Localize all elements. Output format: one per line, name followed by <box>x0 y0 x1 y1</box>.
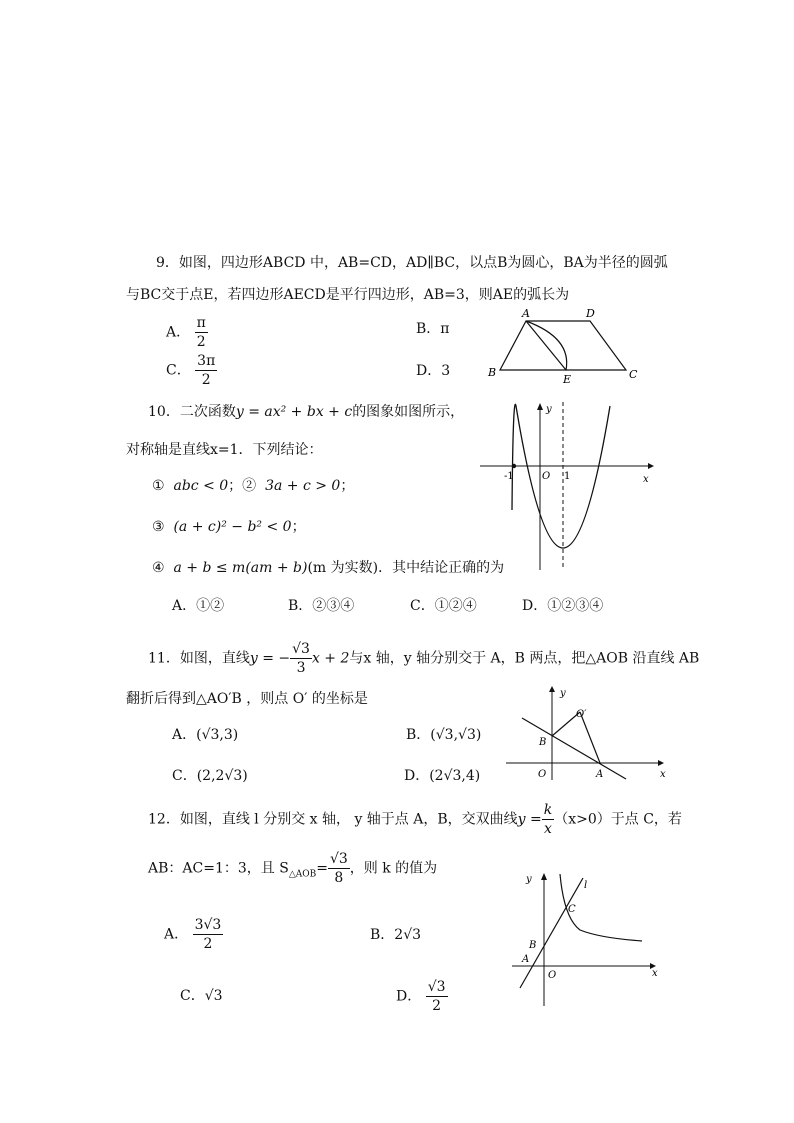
q12-y-arrow <box>541 873 547 880</box>
q12-label-a: A <box>522 954 530 965</box>
q10-x-arrow <box>648 463 654 469</box>
q12-label-o: O <box>548 970 557 981</box>
q9-segment-ae <box>526 321 566 370</box>
q12-option-a: A． $\frac{3√3}{2}$ <box>164 917 222 952</box>
q10-label-x: x <box>643 474 649 485</box>
q12-label-x: x <box>652 968 658 979</box>
q10-line2: 对称轴是直线x=1．下列结论： <box>126 442 323 458</box>
q9-option-a: A． $\frac{\pi}{2}$ <box>166 315 206 350</box>
q9-line2: 与BC交于点E，若四边形AECD是平行四边形，AB=3，则AE的弧长为 <box>126 287 570 303</box>
q11-figure <box>504 684 674 784</box>
q9-trapezoid <box>500 321 626 370</box>
q9-option-c: C． $\frac{3\pi}{2}$ <box>166 353 216 388</box>
q10-label-neg1: -1 <box>504 471 514 482</box>
q11-option-d: D．(2√3,4) <box>404 768 481 784</box>
q12-label-b: B <box>529 940 537 951</box>
q10-label-1: 1 <box>564 471 571 482</box>
q11-line2: 翻折后得到△AO′B ，则点 O′ 的坐标是 <box>126 691 368 707</box>
q10-statement-3: ③ (a + c)² − b² < 0； <box>152 519 306 535</box>
q9-option-d: D．3 <box>416 363 451 379</box>
q10-statement-4: ④ a + b ≤ m(am + b)(m 为实数)．其中结论正确的为 <box>152 560 505 576</box>
q10-y-arrow <box>537 403 543 410</box>
q11-label-x: x <box>660 769 666 780</box>
q12-option-c: C．√3 <box>180 988 223 1004</box>
q10-line1: 10．二次函数y = ax² + bx + c的图象如图所示， <box>148 404 465 420</box>
q9-label-c: C <box>629 368 638 381</box>
q12-label-y: y <box>526 874 532 885</box>
q11-y-arrow <box>549 686 555 692</box>
q11-label-b: B <box>539 737 547 748</box>
q11-x-arrow <box>658 760 664 766</box>
q10-option-a: A．①② <box>172 598 225 614</box>
q9-figure <box>480 304 650 390</box>
q9-option-b: B．π <box>416 321 450 337</box>
q11-label-o: O <box>538 769 547 780</box>
q12-option-b: B．2√3 <box>370 927 422 943</box>
q10-option-d: D．①②③④ <box>522 598 604 614</box>
q11-label-o-prime: O′ <box>576 709 587 720</box>
q11-option-b: B．(√3,√3) <box>406 727 482 743</box>
q11-label-y: y <box>560 688 566 699</box>
q12-line1: 12．如图，直线 l 分别交 x 轴， y 轴于点 A，B，交双曲线y = $\frac{k}{x}$ （x>0）于点 C，若 <box>148 802 682 837</box>
q12-label-c: C <box>568 904 576 915</box>
q10-parabola <box>512 404 610 548</box>
q9-line1: 9．如图，四边形ABCD 中，AB=CD，AD∥BC，以点B为圆心，BA为半径的圆弧 <box>156 255 668 271</box>
q10-label-o: O <box>542 471 551 482</box>
q12-line2: AB：AC=1：3，且 $S_{\triangle AOB}=$ $\frac{√3}{8}$ ，则 k 的值为 <box>148 851 438 886</box>
q10-figure <box>476 398 656 574</box>
q10-statement-1-2: ① abc < 0；② 3a + c > 0； <box>152 478 355 494</box>
q9-label-d: D <box>586 307 595 320</box>
q9-label-a: A <box>522 307 530 320</box>
q9-label-b: B <box>488 366 497 379</box>
q11-label-a: A <box>596 769 604 780</box>
q11-option-a: A．(√3,3) <box>172 727 239 743</box>
q12-figure <box>508 866 668 1008</box>
q12-label-l: l <box>584 880 588 891</box>
q10-option-b: B．②③④ <box>288 598 355 614</box>
q12-option-d: D． $\frac{√3}{2}$ <box>396 979 446 1014</box>
q9-label-e: E <box>563 373 572 386</box>
q10-point-neg1 <box>512 464 516 468</box>
q11-option-c: C．(2,2√3) <box>172 768 248 784</box>
q10-label-y: y <box>546 404 552 415</box>
q10-option-c: C．①②④ <box>410 598 477 614</box>
q11-line1: 11．如图，直线y = − $\frac{√3}{3}$ x + 2与x 轴，y 轴分别交于 A，B 两点，把△AOB 沿直线 AB <box>148 641 700 676</box>
